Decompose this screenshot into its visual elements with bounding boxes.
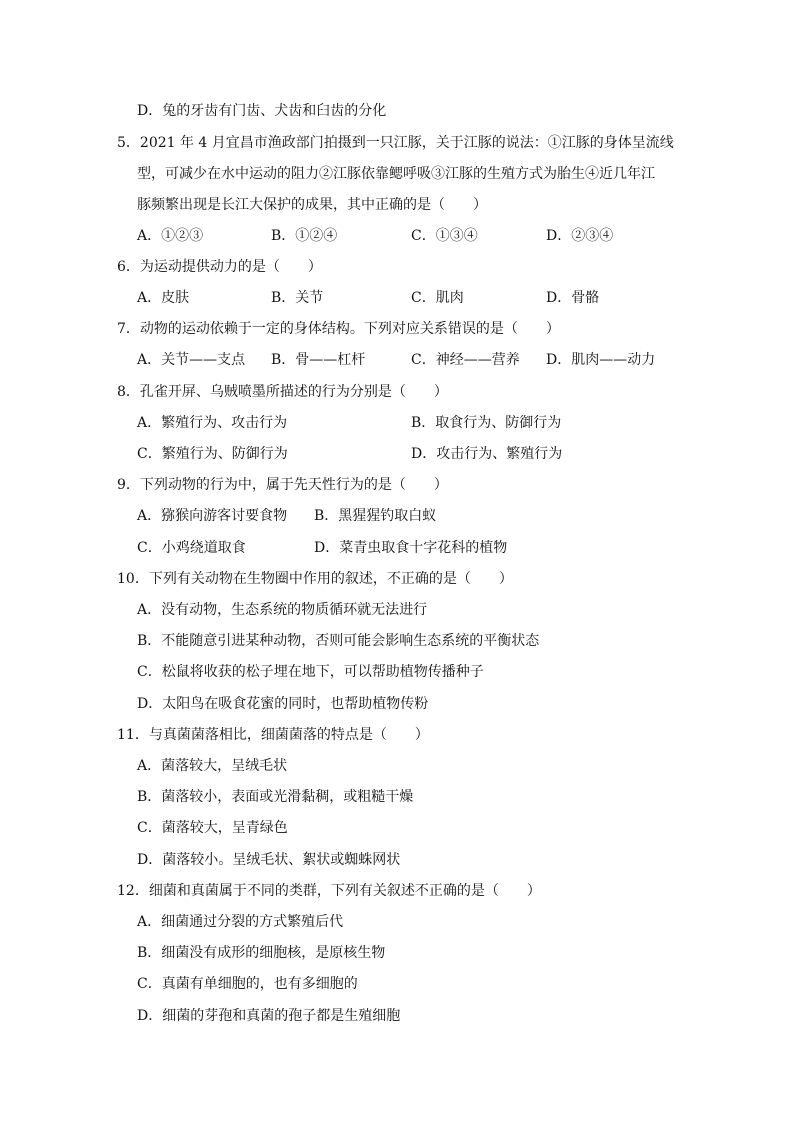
q9-options-row-1 bbox=[0, 506, 794, 526]
q12-option-a: A．细菌通过分裂的方式繁殖后代 bbox=[137, 914, 344, 930]
q10-option-d: D．太阳鸟在吸食花蜜的同时，也帮助植物传粉 bbox=[137, 696, 429, 712]
q12-stem: 12．细菌和真菌属于不同的类群，下列有关叙述不正确的是（ ） bbox=[117, 883, 541, 899]
q6-stem: 6．为运动提供动力的是（ ） bbox=[117, 259, 322, 275]
q6-option-c: C．肌肉 bbox=[411, 290, 464, 306]
q6-options bbox=[0, 288, 794, 308]
q5-stem-line-1: 5．2021 年 4 月宜昌市渔政部门拍摄到一只江豚，关于江豚的说法：①江豚的身体呈流线 bbox=[117, 135, 674, 151]
q4-option-d: D．兔的牙齿有门齿、犬齿和臼齿的分化 bbox=[137, 103, 387, 119]
q7-option-c: C．神经——营养 bbox=[411, 352, 520, 368]
q10-option-c: C．松鼠将收获的松子埋在地下，可以帮助植物传播种子 bbox=[137, 664, 484, 680]
q6-option-a: A．皮肤 bbox=[137, 290, 190, 306]
q9-options-row-2 bbox=[0, 538, 794, 558]
q5-option-d: D．②③④ bbox=[546, 228, 614, 244]
q9-option-a: A．猕猴向游客讨要食物 bbox=[137, 508, 288, 524]
q7-option-d: D．肌肉——动力 bbox=[546, 352, 656, 368]
q11-option-b: B．菌落较小，表面或光滑黏稠，或粗糙干燥 bbox=[137, 789, 414, 805]
q12-option-b: B．细菌没有成形的细胞核，是原核生物 bbox=[137, 945, 386, 961]
q8-option-a: A．繁殖行为、攻击行为 bbox=[137, 415, 288, 431]
q11-option-c: C．菌落较大，呈青绿色 bbox=[137, 820, 288, 836]
q7-option-b: B．骨——杠杆 bbox=[271, 352, 366, 368]
q9-option-b: B．黑猩猩钓取白蚁 bbox=[314, 508, 437, 524]
q8-option-b: B．取食行为、防御行为 bbox=[411, 415, 562, 431]
q5-option-c: C．①③④ bbox=[411, 228, 478, 244]
q9-option-c: C．小鸡绕道取食 bbox=[137, 540, 246, 556]
q5-options bbox=[0, 226, 794, 246]
q12-option-c: C．真菌有单细胞的，也有多细胞的 bbox=[137, 976, 358, 992]
q5-stem-line-3: 豚频繁出现是长江大保护的成果，其中正确的是（ ） bbox=[137, 197, 487, 213]
q11-stem: 11．与真菌菌落相比，细菌菌落的特点是（ ） bbox=[117, 727, 429, 743]
q8-options-row-1 bbox=[0, 413, 794, 433]
q11-option-d: D．菌落较小。呈绒毛状、絮状或蜘蛛网状 bbox=[137, 852, 401, 868]
q11-option-a: A．菌落较大，呈绒毛状 bbox=[137, 758, 288, 774]
q5-option-a: A．①②③ bbox=[137, 228, 204, 244]
q8-option-d: D．攻击行为、繁殖行为 bbox=[411, 446, 563, 462]
q7-option-a: A．关节——支点 bbox=[137, 352, 246, 368]
q10-option-a: A．没有动物，生态系统的物质循环就无法进行 bbox=[137, 602, 428, 618]
q9-stem: 9．下列动物的行为中，属于先天性行为的是（ ） bbox=[117, 477, 448, 493]
q5-option-b: B．①②④ bbox=[271, 228, 338, 244]
q12-option-d: D．细菌的芽孢和真菌的孢子都是生殖细胞 bbox=[137, 1008, 401, 1024]
q8-options-row-2 bbox=[0, 444, 794, 464]
q7-options bbox=[0, 350, 794, 370]
q7-stem: 7．动物的运动依赖于一定的身体结构。下列对应关系错误的是（ ） bbox=[117, 321, 560, 337]
q9-option-d: D．菜青虫取食十字花科的植物 bbox=[314, 540, 508, 556]
q10-option-b: B．不能随意引进某种动物，否则可能会影响生态系统的平衡状态 bbox=[137, 633, 540, 649]
q6-option-d: D．骨骼 bbox=[546, 290, 600, 306]
q8-option-c: C．繁殖行为、防御行为 bbox=[137, 446, 288, 462]
q5-stem-line-2: 型，可减少在水中运动的阻力②江豚依靠鳃呼吸③江豚的生殖方式为胎生④近几年江 bbox=[137, 166, 655, 182]
q6-option-b: B．关节 bbox=[271, 290, 324, 306]
q10-stem: 10．下列有关动物在生物圈中作用的叙述，不正确的是（ ） bbox=[117, 571, 513, 587]
q8-stem: 8．孔雀开屏、乌贼喷墨所描述的行为分别是（ ） bbox=[117, 384, 448, 400]
